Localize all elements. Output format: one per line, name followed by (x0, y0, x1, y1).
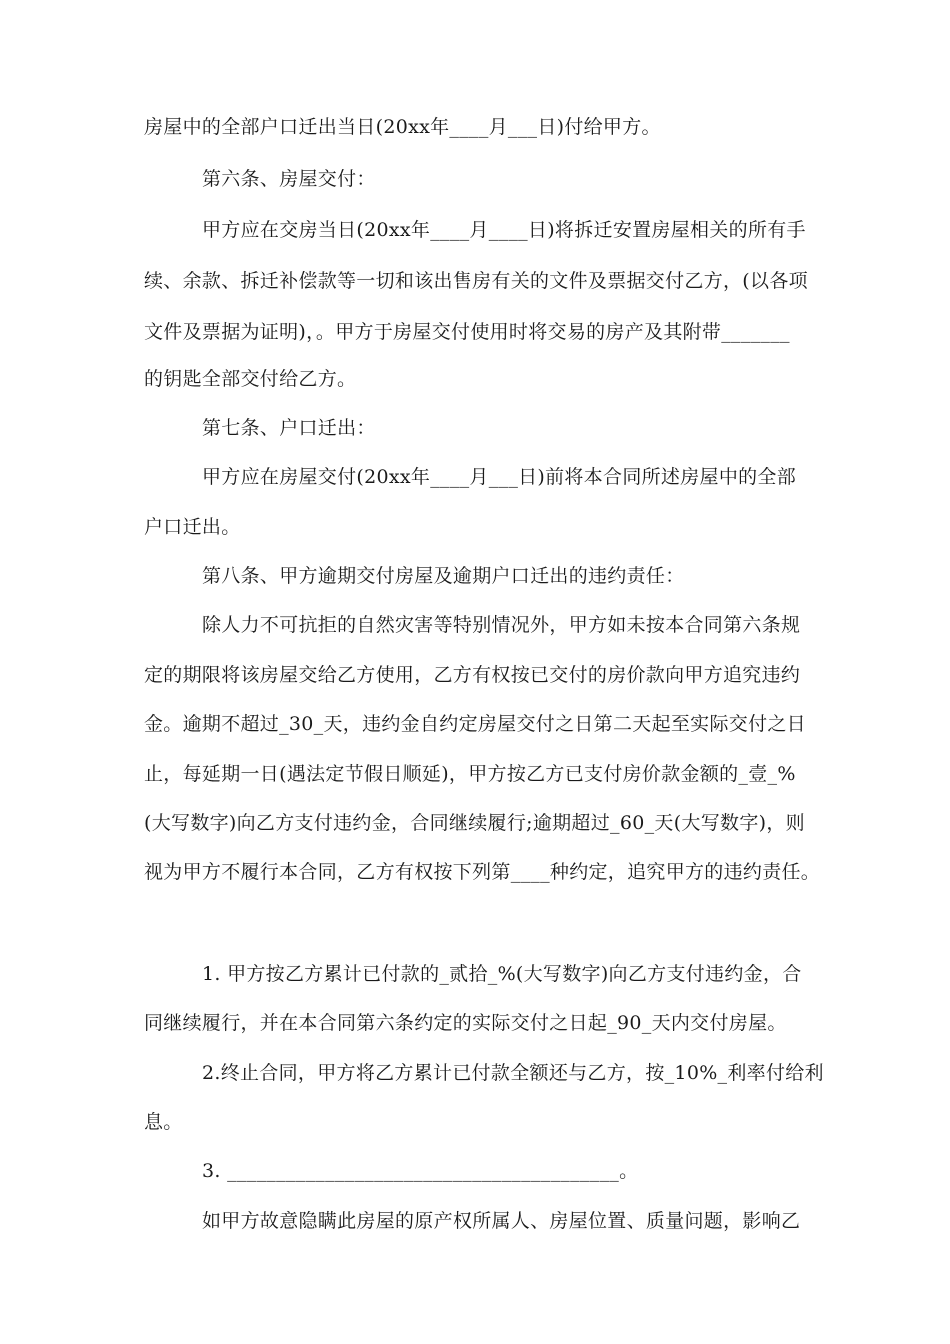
text-line: 金。逾期不超过_30_天，违约金自约定房屋交付之日第二天起至实际交付之日 (144, 713, 806, 735)
list-item: 3. ________________________________________。 (202, 1160, 639, 1182)
section-heading: 第六条、房屋交付： (202, 168, 376, 190)
text-line: 止，每延期一日(遇法定节假日顺延)，甲方按乙方已支付房价款金额的_壹_% (144, 763, 796, 785)
list-item: 1. 甲方按乙方累计已付款的_贰拾_%(大写数字)向乙方支付违约金，合 (202, 963, 802, 985)
text-line: 定的期限将该房屋交给乙方使用，乙方有权按已交付的房价款向甲方追究违约 (144, 664, 801, 686)
text-line: 息。 (144, 1111, 183, 1133)
text-line: 除人力不可抗拒的自然灾害等特别情况外，甲方如未按本合同第六条规 (202, 614, 801, 636)
list-item: 2.终止合同，甲方将乙方累计已付款全额还与乙方，按_10%_利率付给利 (202, 1062, 824, 1084)
text-line: 如甲方故意隐瞒此房屋的原产权所属人、房屋位置、质量问题，影响乙 (202, 1210, 801, 1232)
text-line: 房屋中的全部户口迁出当日(20xx年____月___日)付给甲方。 (144, 116, 661, 138)
text-line: 的钥匙全部交付给乙方。 (144, 368, 357, 390)
text-line: 文件及票据为证明)，。甲方于房屋交付使用时将交易的房产及其附带_______ (144, 321, 790, 343)
text-line: 甲方应在房屋交付(20xx年____月___日)前将本合同所述房屋中的全部 (202, 466, 797, 488)
section-heading: 第七条、户口迁出： (202, 417, 376, 439)
text-line: 续、余款、拆迁补偿款等一切和该出售房有关的文件及票据交付乙方，(以各项 (144, 270, 808, 292)
text-line: 同继续履行，并在本合同第六条约定的实际交付之日起_90_天内交付房屋。 (144, 1012, 787, 1034)
text-line: (大写数字)向乙方支付违约金，合同继续履行;逾期超过_60_天(大写数字)，则 (144, 812, 805, 834)
section-heading: 第八条、甲方逾期交付房屋及逾期户口迁出的违约责任： (202, 565, 685, 587)
text-line: 户口迁出。 (144, 516, 241, 538)
text-line: 甲方应在交房当日(20xx年____月____日)将拆迁安置房屋相关的所有手 (202, 219, 806, 241)
text-line: 视为甲方不履行本合同，乙方有权按下列第____种约定，追究甲方的违约责任。 (144, 861, 821, 883)
